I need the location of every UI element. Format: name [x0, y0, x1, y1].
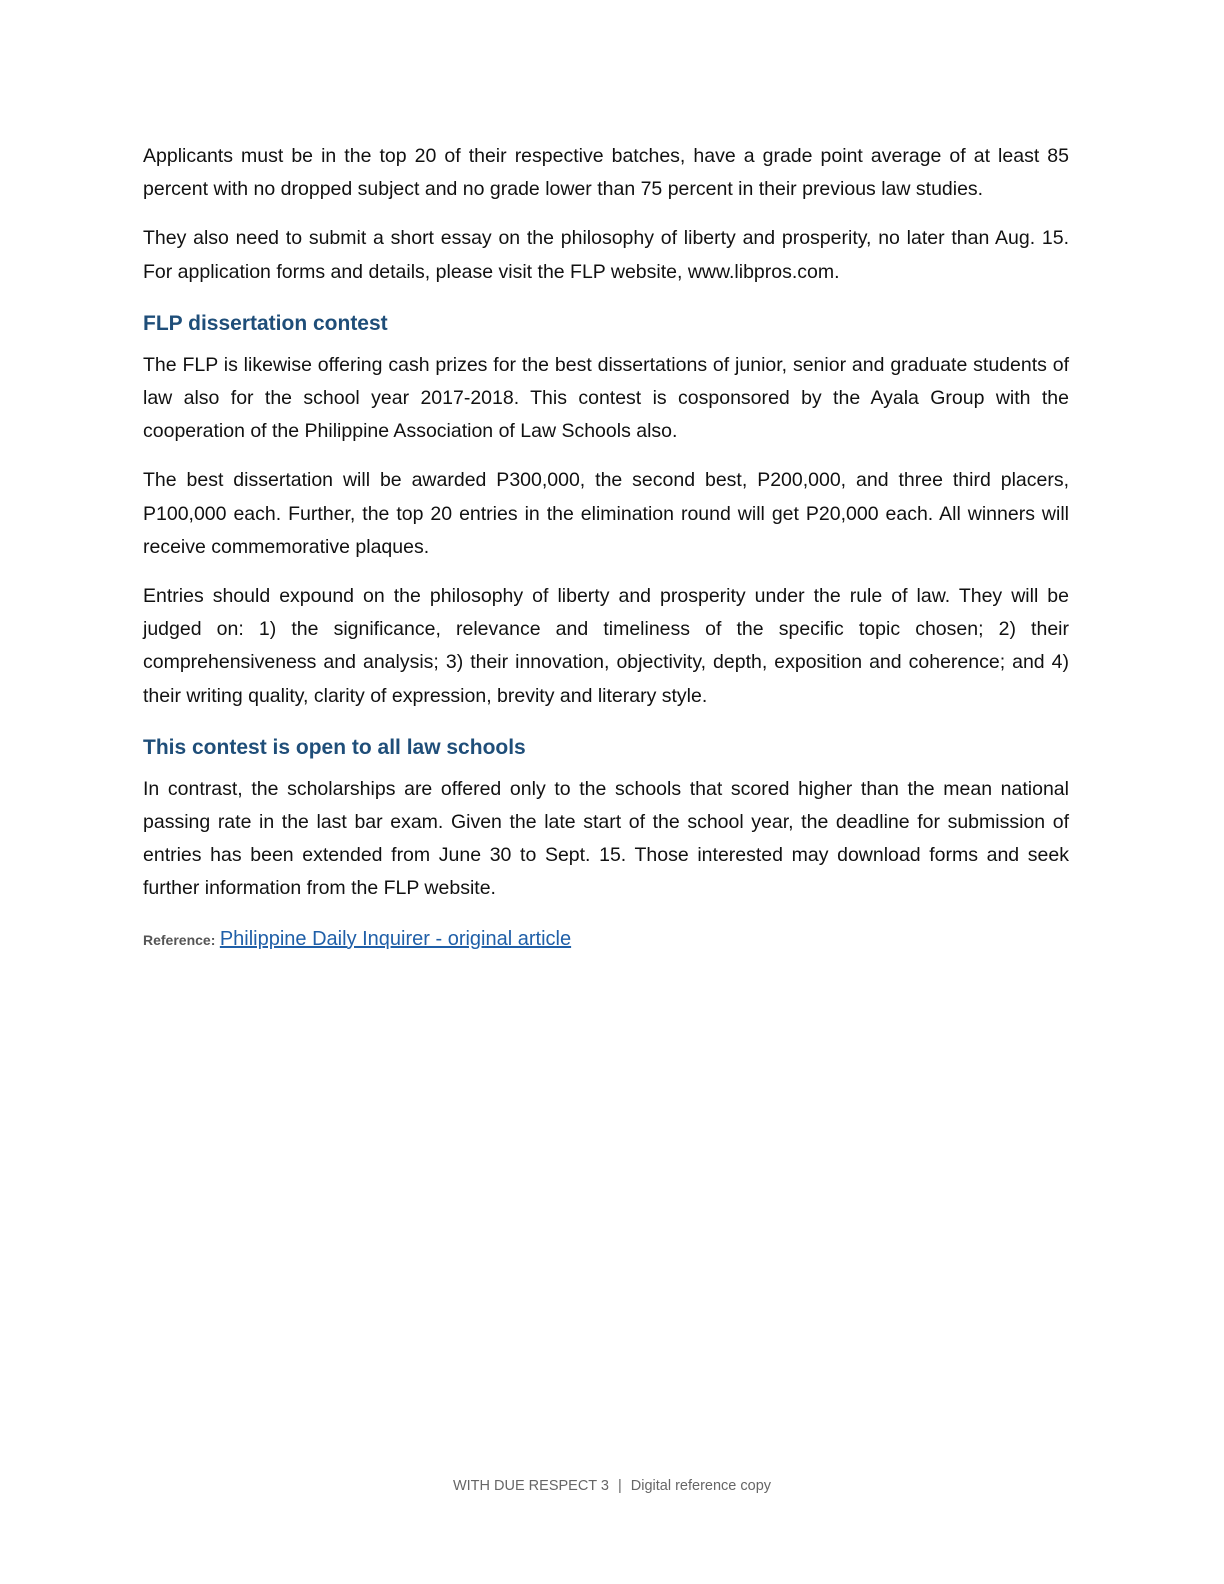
paragraph-essay-requirement: They also need to submit a short essay on the philosophy of liberty and prosperity, no later than Aug. 15. For application forms and details, please visit the FLP website, www.libpros.com. — [143, 227, 1069, 283]
document-page — [143, 140, 1069, 956]
footer-subtitle: Digital reference copy — [630, 1478, 772, 1494]
page-footer — [0, 1478, 1224, 1494]
paragraph-scholarship-contrast: In contrast, the scholarships are offered only to the schools that scored higher than the mean national passing rate in the last bar exam. Given the late start of the school year, the deadline for submission of entries has been extended from June 30 to Sept. 15. Those interested may download forms and seek further information from the FLP website. — [143, 777, 1069, 900]
reference-link[interactable]: Philippine Daily Inquirer - original article — [219, 927, 572, 950]
paragraph-awards: The best dissertation will be awarded P300,000, the second best, P200,000, and three third placers, P100,000 each. Further, the top 20 entries in the elimination round will get P20,000 each. All winners will receive commemorative plaques. — [143, 469, 1069, 558]
paragraph-eligibility: Applicants must be in the top 20 of their respective batches, have a grade point average of at least 85 percent with no dropped subject and no grade lower than 75 percent in their previous law studies. — [143, 145, 1069, 201]
paragraph-judging-criteria: Entries should expound on the philosophy of liberty and prosperity under the rule of law. They will be judged on: 1) the significance, relevance and timeliness of the specific topic chosen; 2) their comprehensiveness and analysis; 3) their innovation, objectivity, depth, exposition and coherence; and 4) their writing quality, clarity of expression, brevity and literary style. — [143, 585, 1069, 707]
reference-line — [143, 924, 1069, 956]
footer-separator: | — [618, 1478, 622, 1494]
footer-title: WITH DUE RESPECT 3 — [452, 1478, 609, 1494]
paragraph-cash-prizes: The FLP is likewise offering cash prizes for the best dissertations of junior, senior and graduate students of law also for the school year 2017-2018. This contest is cosponsored by the Ayala Group with the cooperation of the Philippine Association of Law Schools also. — [143, 353, 1069, 443]
section-heading-dissertation-contest: FLP dissertation contest — [143, 311, 388, 335]
section-heading-open-to-all: This contest is open to all law schools — [143, 735, 526, 759]
reference-label: Reference: — [143, 931, 216, 948]
